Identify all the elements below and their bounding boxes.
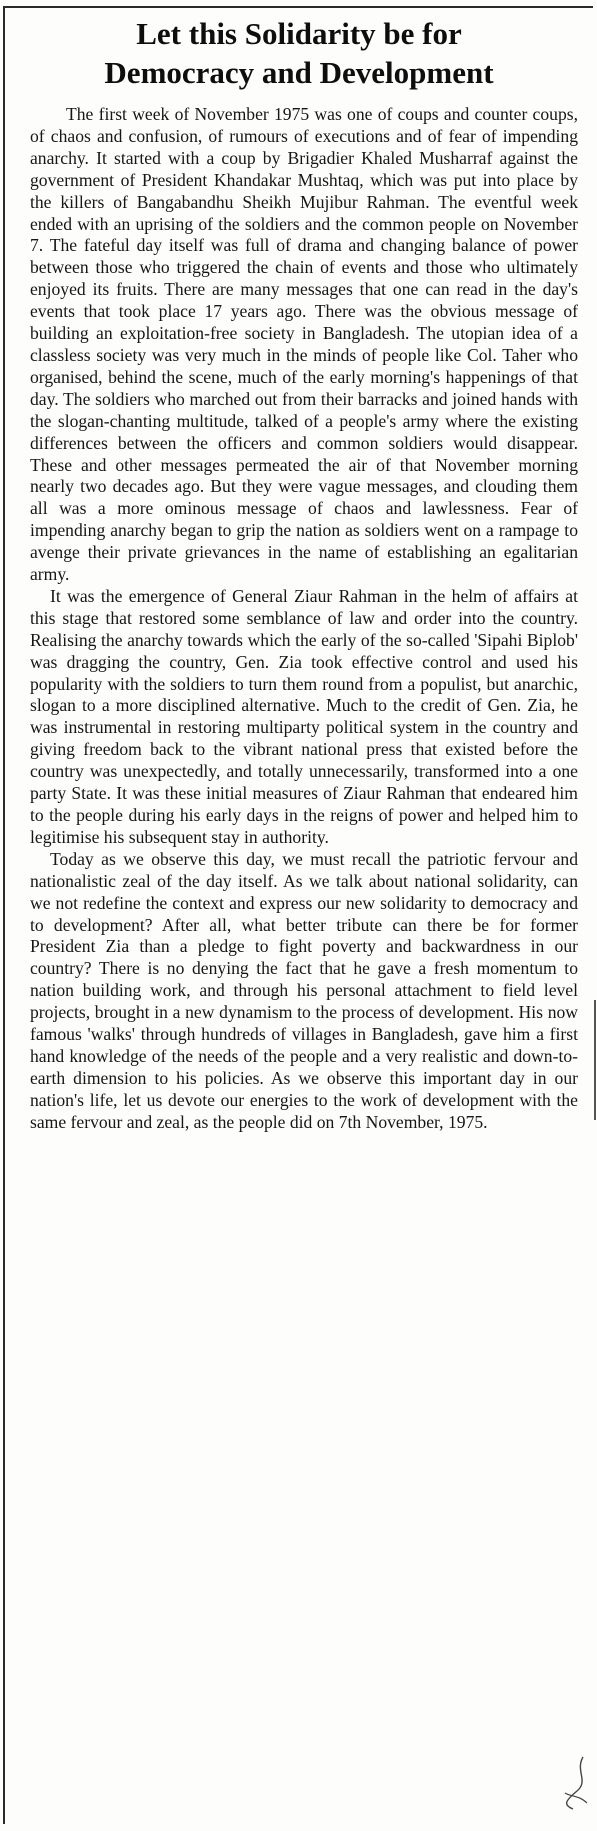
article-body	[30, 104, 578, 1134]
article-paragraph-1: The first week of November 1975 was one of coups and counter coups, of chaos and confusion, of rumours of executions and of fear of impending anarchy. It started with a coup by Brigadier Khaled Musharraf against the government of President Khandakar Mushtaq, which was put into place by the killers of Bangabandhu Sheikh Mujibur Rahman. The eventful week ended with an uprising of the soldiers and the common people on November 7. The fateful day itself was full of drama and changing balance of power between those who triggered the chain of events and those who ultimately enjoyed its fruits. There are many messages that one can read in the day's events that took place 17 years ago. There was the obvious message of building an exploitation-free society in Bangladesh. The utopian idea of a classless society was very much in the minds of people like Col. Taher who organised, behind the scene, much of the early morning's happenings of that day. The soldiers who marched out from their barracks and joined hands with the slogan-chanting multitude, talked of a people's army where the existing differences between the officers and common soldiers would disappear. These and other messages permeated the air of that November morning nearly two decades ago. But they were vague messages, and clouding them all was a more ominous message of chaos and lawlessness. Fear of impending anarchy began to grip the nation as soldiers went on a rampage to avenge their private grievances in the name of establishing an egalitarian army.	[30, 104, 578, 585]
article-headline	[14, 14, 584, 92]
top-border-rule	[3, 6, 593, 8]
left-border-rule	[3, 6, 5, 1824]
article-paragraph-2: It was the emergence of General Ziaur Rahman in the helm of affairs at this stage that restored some semblance of law and order into the country. Realising the anarchy towards which the early of the so-called 'Sipahi Biplob' was dragging the country, Gen. Zia took effective control and used his popularity with the soldiers to turn them round from a populist, but anarchic, slogan to a more disciplined alternative. Much to the credit of Gen. Zia, he was instrumental in restoring multiparty political system in the country and giving freedom back to the vibrant national press that existed before the country was unexpectedly, and totally unnecessarily, transformed into a one party State. It was these initial measures of Ziaur Rahman that endeared him to the people during his early days in the reigns of power and helped him to legitimise his subsequent stay in authority.	[30, 585, 578, 847]
headline-line-1: Let this Solidarity be for	[136, 16, 462, 51]
pen-mark-icon	[553, 1753, 593, 1813]
article-paragraph-3: Today as we observe this day, we must recall the patriotic fervour and nationalistic zeal of the day itself. As we talk about national solidarity, can we not redefine the context and express our new solidarity to democracy and to development? After all, what better tribute can there be for former President Zia than a pledge to fight poverty and backwardness in our country? There is no denying the fact that he gave a fresh momentum to nation building work, and through his personal attachment to field level projects, brought in a new dynamism to the process of development. His now famous 'walks' through hundreds of villages in Bangladesh, gave him a first hand knowledge of the needs of the people and a very realistic and down-to-earth dimension to his policies. As we observe this important day in our nation's life, let us devote our energies to the work of development with the same fervour and zeal, as the people did on 7th November, 1975.	[30, 848, 578, 1132]
headline-line-2: Democracy and Development	[104, 55, 494, 90]
right-edge-mark	[594, 1000, 596, 1120]
